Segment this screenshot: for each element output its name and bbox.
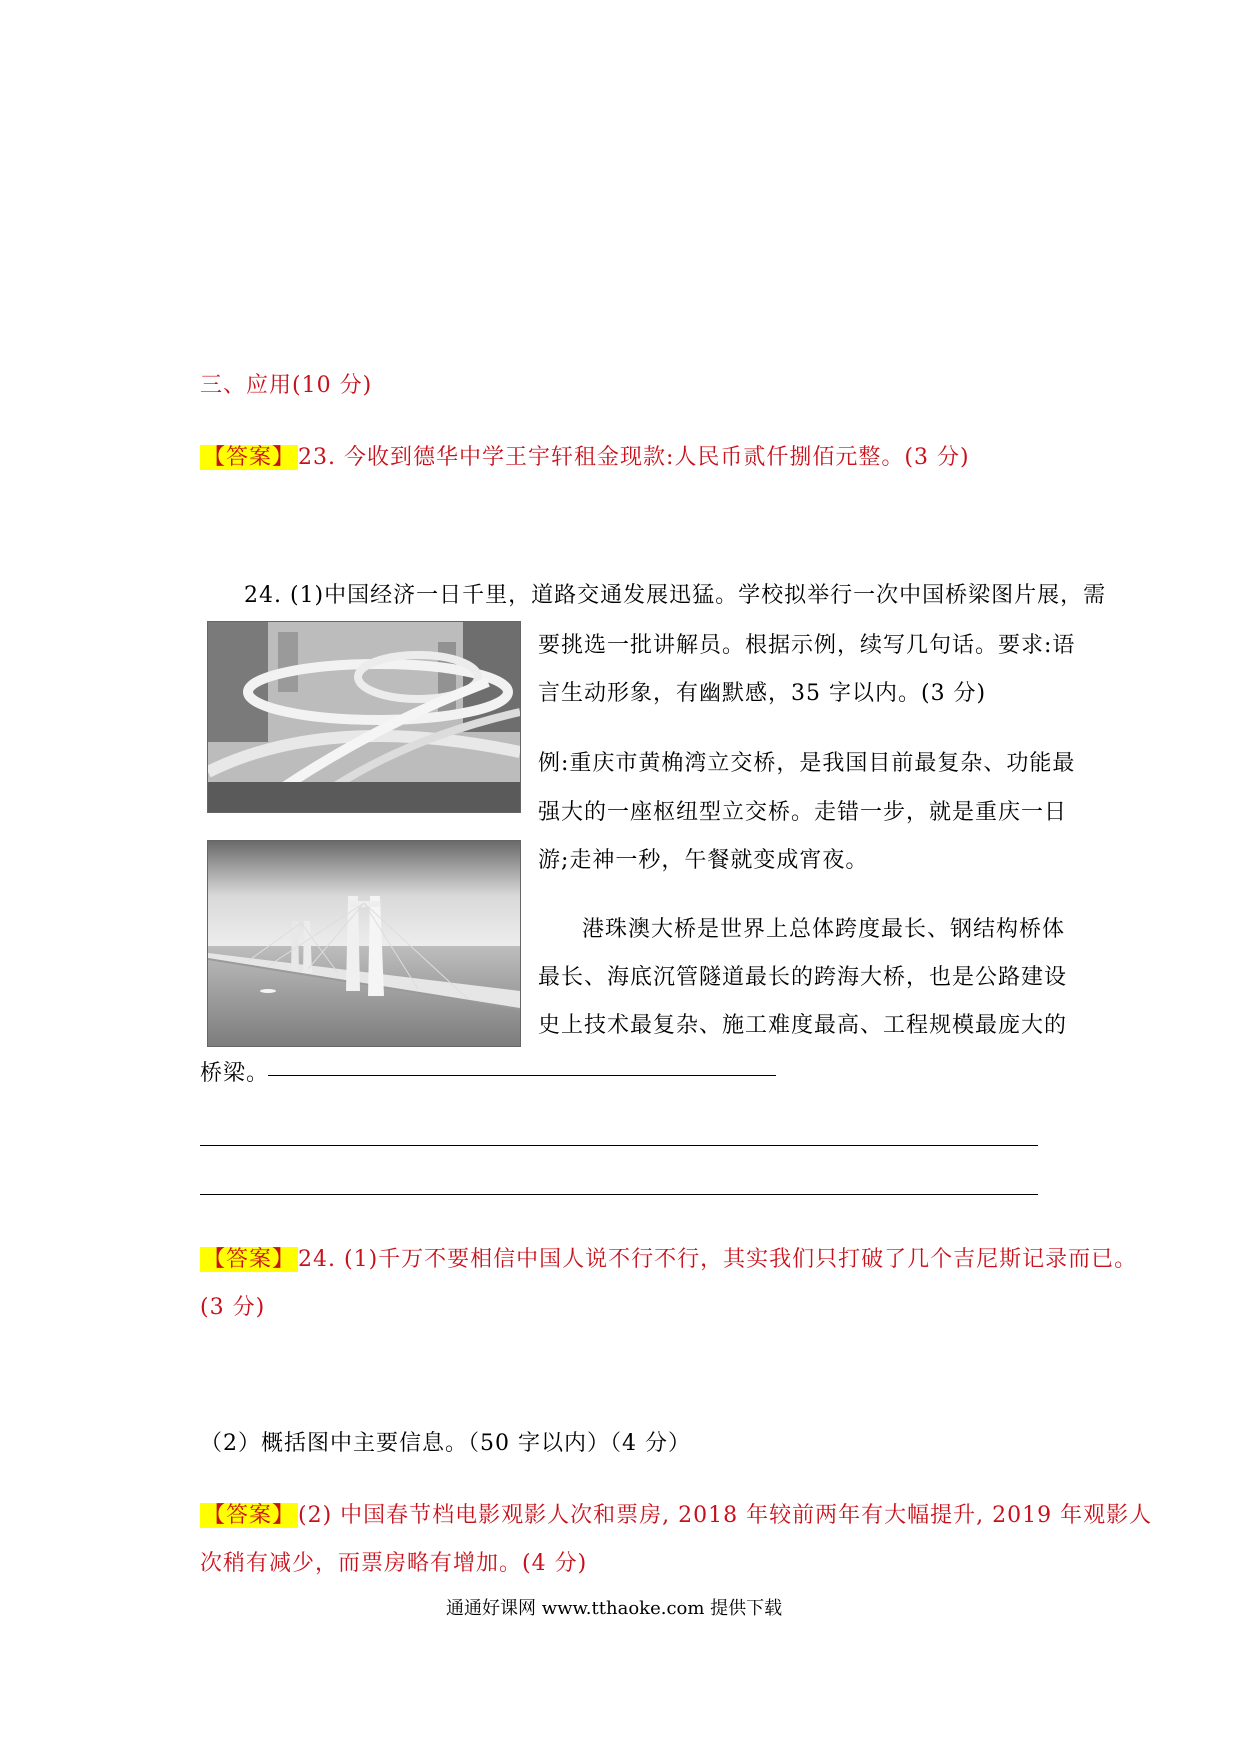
answer-24-1-text: 24. (1)千万不要相信中国人说不行不行，其实我们只打破了几个吉尼斯记录而已。 (298, 1247, 1138, 1272)
section-heading: 三、应用(10 分) (200, 373, 373, 398)
hzmb-line1: 港珠澳大桥是世界上总体跨度最长、钢结构桥体 (582, 917, 1066, 942)
answer-tag: 【答案】 (200, 1247, 298, 1272)
answer-blank-3[interactable] (200, 1194, 1038, 1195)
answer-blank-2[interactable] (200, 1145, 1038, 1146)
answer-23 (200, 440, 970, 471)
hzmb-line3: 史上技术最复杂、施工难度最高、工程规模最庞大的 (538, 1013, 1068, 1038)
interchange-photo (207, 621, 521, 813)
hzmb-line4: 桥梁。 (200, 1061, 270, 1086)
q24-line2: 要挑选一批讲解员。根据示例，续写几句话。要求:语 (538, 633, 1076, 658)
answer-24-2-line2: 次稍有减少，而票房略有增加。(4 分) (200, 1551, 588, 1576)
example-line1: 例:重庆市黄桷湾立交桥，是我国目前最复杂、功能最 (538, 751, 1076, 776)
answer-tag: 【答案】 (200, 1503, 298, 1528)
answer-23-text: 23. 今收到德华中学王宇轩租金现款:人民币贰仟捌佰元整。(3 分) (298, 445, 970, 470)
bridge-illustration (208, 841, 520, 1046)
bridge-photo (207, 840, 521, 1047)
example-line2: 强大的一座枢纽型立交桥。走错一步，就是重庆一日 (538, 800, 1068, 825)
answer-24-2-text: (2) 中国春节档电影观影人次和票房, 2018 年较前两年有大幅提升, 2019 年观影人 (298, 1503, 1153, 1528)
q24-line3: 言生动形象，有幽默感，35 字以内。(3 分) (538, 681, 987, 706)
answer-tag: 【答案】 (200, 445, 298, 470)
answer-blank-1[interactable] (268, 1075, 776, 1076)
q24-2: （2）概括图中主要信息。（50 字以内）（4 分） (200, 1431, 691, 1456)
hzmb-line2: 最长、海底沉管隧道最长的跨海大桥，也是公路建设 (538, 965, 1068, 990)
answer-24-2 (200, 1498, 1152, 1529)
answer-24-1-score: (3 分) (200, 1295, 266, 1320)
footer: 通通好课网 www.tthaoke.com 提供下载 (446, 1598, 783, 1619)
q24-line1: 24. (1)中国经济一日千里，道路交通发展迅猛。学校拟举行一次中国桥梁图片展，需 (244, 583, 1107, 608)
example-line3: 游;走神一秒，午餐就变成宵夜。 (538, 848, 869, 873)
interchange-illustration (208, 622, 520, 812)
answer-24-1 (200, 1242, 1137, 1273)
